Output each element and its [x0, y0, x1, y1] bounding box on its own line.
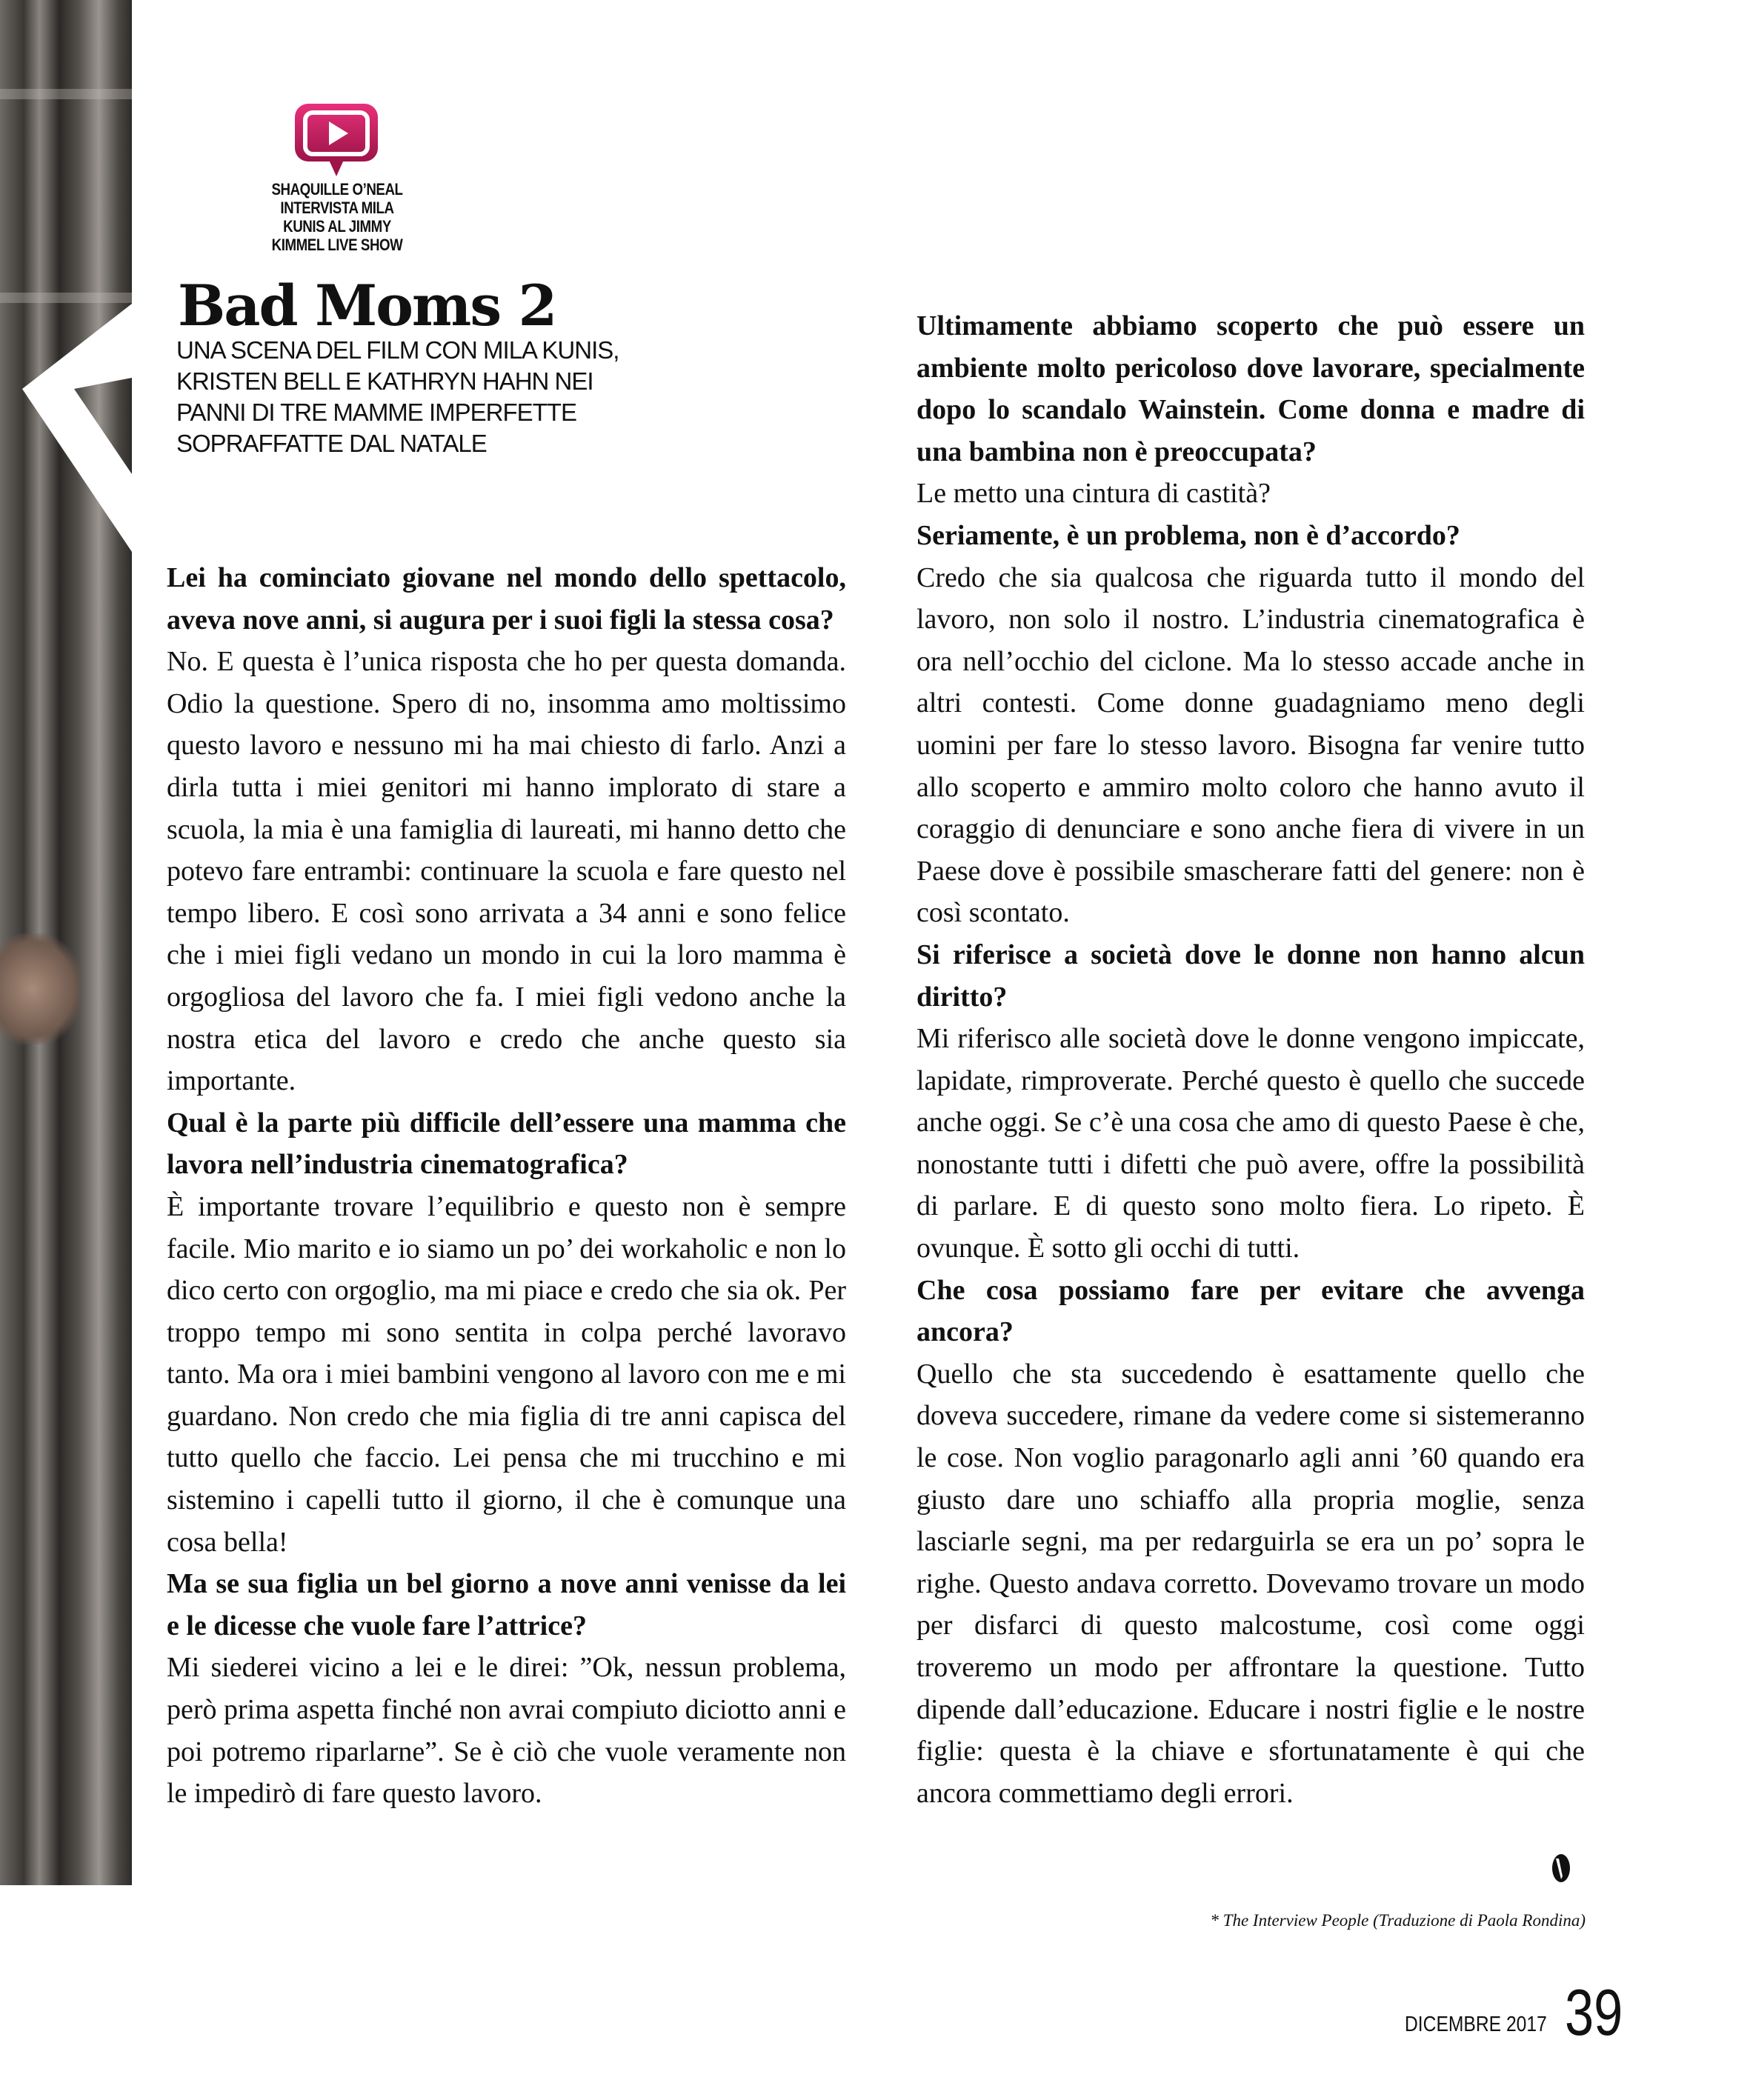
interview-answer: È importante trovare l’equilibrio e questo non è sempre facile. Mio marito e io siamo un po’ dei workaholic e non lo dico certo con orgoglio, ma mi piace e credo che sia ok. Per troppo tempo mi sono sentita in colpa perché lavoravo tanto. Ma ora i miei bambini vengono al lavoro con me e mi guardano. Non credo che mia figlia di tre anni capisca del tutto quello che faccio. Lei pensa che mi trucchino e mi sistemino i capelli tutto il giorno, il che è comunque una cosa bella!: [167, 1190, 846, 1558]
video-caption-line: KUNIS AL JIMMY: [283, 217, 391, 236]
interview-question: Lei ha cominciato giovane nel mondo dello spettacolo, aveva nove anni, si augura per i suoi figli la stessa cosa?: [167, 562, 846, 636]
right-column: [916, 305, 1585, 1814]
interview-question: Si riferisce a società dove le donne non hanno alcun diritto?: [916, 939, 1585, 1013]
interview-question: Che cosa possiamo fare per evitare che avvenga ancora?: [916, 1274, 1585, 1348]
vogue-end-mark-icon: [1552, 1854, 1570, 1882]
video-caption-line: INTERVISTA MILA: [280, 199, 394, 217]
photo-caption-text: UNA SCENA DEL FILM CON MILA KUNIS, KRISTEN BELL E KATHRYN HAHN NEI PANNI DI TRE MAMME IMPERFETTE SOPRAFFATTE DAL NATALE: [176, 336, 619, 457]
photo-caption-title: Bad Moms 2: [178, 273, 556, 339]
interview-answer: Quello che sta succedendo è esattamente quello che doveva succedere, rimane da vedere come si sistemeranno le cose. Non voglio paragonarlo agli anni ’60 quando era giusto dare uno schiaffo alla propria moglie, senza lasciarle segni, ma per redarguirla se era un po’ sopra le righe. Questo andava corretto. Dovevamo trovare un modo per disfarci di questo malcostume, così come oggi troveremo un modo per affrontare la questione. Tutto dipende dall’educazione. Educare i nostri figlie e le nostre figlie: questa è la chiave e sfortunatamente è qui che ancora commettiamo degli errori.: [916, 1358, 1585, 1809]
video-caption-line: SHAQUILLE O’NEAL: [271, 180, 403, 199]
interview-question: Ultimamente abbiamo scoperto che può essere un ambiente molto pericoloso dove lavorare, specialmente dopo lo scandalo Wainstein. Come donna e madre di una bambina non è preoccupata?: [916, 310, 1585, 467]
play-video-icon[interactable]: [295, 104, 378, 179]
left-column: [167, 557, 846, 1815]
footer-issue-date: DICEMBRE 2017: [1405, 2013, 1547, 2036]
page-number: 39: [1565, 1976, 1623, 2049]
interview-answer: Mi riferisco alle società dove le donne vengono impiccate, lapidate, rimproverate. Perché questo è quello che succede anche oggi. Se c’è una cosa che amo di questo Paese è che, nonostante tutti i difetti che può avere, offre la possibilità di parlare. E di questo sono molto fiera. Lo ripeto. È ovunque. È sotto gli occhi di tutti.: [916, 1023, 1585, 1264]
video-caption[interactable]: [259, 180, 416, 254]
interview-answer: Mi siederei vicino a lei e le direi: ”Ok, nessun problema, però prima aspetta finché non avrai compiuto diciotto anni e poi potremo riparlarne”. Se è ciò che vuole veramente non le impedirò di fare questo lavoro.: [167, 1652, 846, 1810]
interview-answer: Le metto una cintura di castità?: [916, 478, 1271, 510]
interview-answer: Credo che sia qualcosa che riguarda tutto il mondo del lavoro, non solo il nostro. L’industria cinematografica è ora nell’occhio del ciclone. Ma lo stesso accade anche in altri contesti. Come donne guadagniamo meno degli uomini per fare lo stesso lavoro. Bisogna far venire tutto allo scoperto e ammiro molto coloro che hanno avuto il coraggio di denunciare e sono anche fiera di vivere in un Paese dove è possibile smascherare fatti del genere: non è così scontato.: [916, 561, 1585, 929]
chevron-left-icon: [0, 0, 132, 1885]
video-caption-line: KIMMEL LIVE SHOW: [271, 236, 403, 254]
interview-question: Seriamente, è un problema, non è d’accordo?: [916, 519, 1460, 551]
interview-answer: No. E questa è l’unica risposta che ho per questa domanda. Odio la questione. Spero di no, insomma amo moltissimo questo lavoro e nessuno mi ha mai chiesto di farlo. Anzi a dirla tutta i miei genitori mi hanno implorato di stare a scuola, la mia è una famiglia di laureati, mi hanno detto che potevo fare entrambi: continuare la scuola e fare questo nel tempo libero. E così sono arrivata a 34 anni e sono felice che i miei figli vedano un mondo in cui la loro mamma è orgogliosa del lavoro che fa. I miei figli vedono anche la nostra etica del lavoro e credo che anche questo sia importante.: [167, 646, 846, 1097]
interview-question: Qual è la parte più difficile dell’essere una mamma che lavora nell’industria cinematografica?: [167, 1107, 846, 1181]
interview-question: Ma se sua figlia un bel giorno a nove anni venisse da lei e le dicesse che vuole fare l’attrice?: [167, 1568, 846, 1641]
footnote: * The Interview People (Traduzione di Paola Rondina): [1210, 1911, 1586, 1930]
